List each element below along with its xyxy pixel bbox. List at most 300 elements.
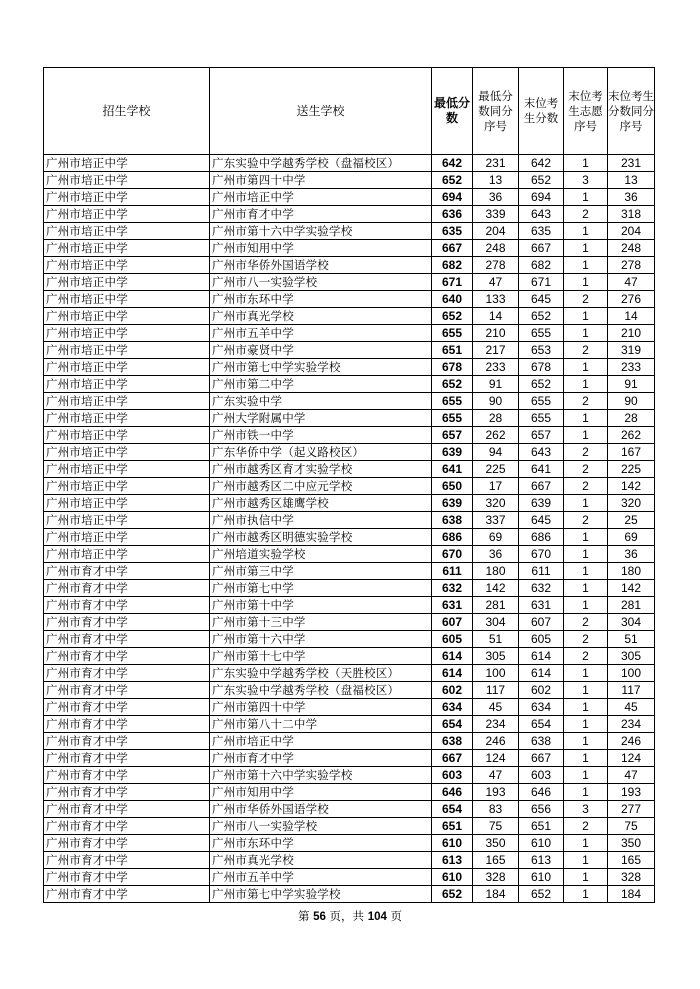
cell-last-score-rank: 142 [608, 478, 655, 495]
cell-recruiting-school: 广州市培正中学 [44, 529, 210, 546]
cell-recruiting-school: 广州市育才中学 [44, 733, 210, 750]
cell-last-preference: 1 [564, 784, 608, 801]
cell-min-score-rank: 47 [473, 767, 519, 784]
cell-last-score: 642 [519, 155, 564, 172]
table-row [44, 886, 655, 903]
cell-last-score: 671 [519, 274, 564, 291]
cell-recruiting-school: 广州市育才中学 [44, 801, 210, 818]
table-row [44, 818, 655, 835]
cell-last-preference: 2 [564, 444, 608, 461]
cell-recruiting-school: 广州市培正中学 [44, 274, 210, 291]
cell-min-score-rank: 94 [473, 444, 519, 461]
cell-min-score: 651 [432, 818, 473, 835]
cell-last-preference: 2 [564, 648, 608, 665]
cell-last-score: 631 [519, 597, 564, 614]
cell-min-score-rank: 234 [473, 716, 519, 733]
cell-source-school: 广州市八一实验学校 [210, 274, 432, 291]
cell-min-score: 667 [432, 240, 473, 257]
cell-source-school: 广州市第十七中学 [210, 648, 432, 665]
cell-last-preference: 1 [564, 767, 608, 784]
cell-last-score: 682 [519, 257, 564, 274]
cell-last-score: 643 [519, 444, 564, 461]
cell-last-preference: 1 [564, 308, 608, 325]
cell-source-school: 广州市第十六中学 [210, 631, 432, 648]
table-row [44, 223, 655, 240]
cell-last-preference: 2 [564, 512, 608, 529]
cell-last-score-rank: 210 [608, 325, 655, 342]
cell-last-preference: 1 [564, 155, 608, 172]
cell-source-school: 广州市铁一中学 [210, 427, 432, 444]
cell-source-school: 广东实验中学越秀学校（天胜校区） [210, 665, 432, 682]
cell-source-school: 广州市第七中学实验学校 [210, 886, 432, 903]
cell-min-score: 652 [432, 376, 473, 393]
cell-source-school: 广州市五羊中学 [210, 325, 432, 342]
cell-source-school: 广州市第七中学实验学校 [210, 359, 432, 376]
header-school: 招生学校 [44, 68, 210, 155]
cell-min-score-rank: 246 [473, 733, 519, 750]
cell-last-preference: 1 [564, 410, 608, 427]
table-row [44, 784, 655, 801]
cell-last-preference: 1 [564, 359, 608, 376]
header-min-score-rank: 最低分数同分序号 [473, 68, 519, 155]
cell-min-score-rank: 262 [473, 427, 519, 444]
cell-min-score: 610 [432, 835, 473, 852]
cell-min-score-rank: 281 [473, 597, 519, 614]
table-row [44, 240, 655, 257]
cell-source-school: 广州市八一实验学校 [210, 818, 432, 835]
table-row [44, 835, 655, 852]
cell-recruiting-school: 广州市育才中学 [44, 648, 210, 665]
cell-recruiting-school: 广州市培正中学 [44, 342, 210, 359]
cell-recruiting-school: 广州市培正中学 [44, 291, 210, 308]
cell-last-score-rank: 277 [608, 801, 655, 818]
cell-last-preference: 2 [564, 206, 608, 223]
cell-min-score-rank: 350 [473, 835, 519, 852]
table-row [44, 682, 655, 699]
cell-min-score: 638 [432, 733, 473, 750]
cell-last-preference: 1 [564, 835, 608, 852]
cell-last-preference: 1 [564, 257, 608, 274]
cell-min-score-rank: 217 [473, 342, 519, 359]
footer-suffix: 页 [386, 909, 403, 923]
cell-recruiting-school: 广州市育才中学 [44, 716, 210, 733]
cell-last-score: 639 [519, 495, 564, 512]
table-row [44, 495, 655, 512]
cell-source-school: 广州市越秀区育才实验学校 [210, 461, 432, 478]
cell-min-score: 657 [432, 427, 473, 444]
cell-last-preference: 2 [564, 393, 608, 410]
cell-recruiting-school: 广州市培正中学 [44, 427, 210, 444]
cell-last-preference: 1 [564, 325, 608, 342]
cell-min-score: 605 [432, 631, 473, 648]
cell-source-school: 广州市育才中学 [210, 206, 432, 223]
cell-recruiting-school: 广州市培正中学 [44, 376, 210, 393]
cell-last-score: 657 [519, 427, 564, 444]
header-row [44, 68, 655, 155]
cell-last-preference: 1 [564, 376, 608, 393]
cell-last-score: 686 [519, 529, 564, 546]
cell-last-score-rank: 51 [608, 631, 655, 648]
cell-last-preference: 1 [564, 274, 608, 291]
cell-source-school: 广州市东环中学 [210, 835, 432, 852]
cell-min-score-rank: 320 [473, 495, 519, 512]
cell-last-preference: 1 [564, 733, 608, 750]
table-row [44, 597, 655, 614]
cell-min-score-rank: 165 [473, 852, 519, 869]
cell-source-school: 广州市五羊中学 [210, 869, 432, 886]
cell-last-score: 641 [519, 461, 564, 478]
cell-min-score-rank: 90 [473, 393, 519, 410]
cell-last-score: 652 [519, 172, 564, 189]
cell-min-score-rank: 142 [473, 580, 519, 597]
cell-min-score: 650 [432, 478, 473, 495]
cell-min-score: 671 [432, 274, 473, 291]
cell-last-score: 651 [519, 818, 564, 835]
cell-last-score: 652 [519, 376, 564, 393]
cell-min-score-rank: 69 [473, 529, 519, 546]
cell-last-preference: 1 [564, 529, 608, 546]
cell-last-score: 694 [519, 189, 564, 206]
table-row [44, 801, 655, 818]
cell-source-school: 广州市华侨外国语学校 [210, 801, 432, 818]
cell-min-score-rank: 100 [473, 665, 519, 682]
cell-min-score: 602 [432, 682, 473, 699]
cell-source-school: 广州市华侨外国语学校 [210, 257, 432, 274]
cell-last-score: 656 [519, 801, 564, 818]
cell-last-score: 610 [519, 835, 564, 852]
cell-last-score-rank: 233 [608, 359, 655, 376]
cell-min-score-rank: 124 [473, 750, 519, 767]
cell-source-school: 广州大学附属中学 [210, 410, 432, 427]
cell-last-preference: 1 [564, 597, 608, 614]
cell-last-preference: 1 [564, 546, 608, 563]
cell-recruiting-school: 广州市育才中学 [44, 563, 210, 580]
cell-recruiting-school: 广州市培正中学 [44, 512, 210, 529]
cell-last-score: 653 [519, 342, 564, 359]
cell-min-score: 641 [432, 461, 473, 478]
cell-last-score-rank: 167 [608, 444, 655, 461]
cell-source-school: 广州市第三中学 [210, 563, 432, 580]
cell-last-score-rank: 47 [608, 274, 655, 291]
cell-min-score: 667 [432, 750, 473, 767]
cell-last-score-rank: 320 [608, 495, 655, 512]
current-page-number: 56 [313, 911, 326, 923]
cell-last-preference: 1 [564, 750, 608, 767]
header-last-score-rank: 末位考生分数同分序号 [608, 68, 655, 155]
cell-recruiting-school: 广州市育才中学 [44, 818, 210, 835]
cell-last-score: 634 [519, 699, 564, 716]
cell-min-score: 655 [432, 393, 473, 410]
cell-min-score-rank: 14 [473, 308, 519, 325]
cell-min-score: 639 [432, 495, 473, 512]
cell-min-score: 678 [432, 359, 473, 376]
header-min-score: 最低分数 [432, 68, 473, 155]
cell-last-score: 638 [519, 733, 564, 750]
table-row [44, 291, 655, 308]
table-row [44, 614, 655, 631]
table-row [44, 172, 655, 189]
cell-last-score-rank: 231 [608, 155, 655, 172]
cell-min-score-rank: 193 [473, 784, 519, 801]
table-row [44, 393, 655, 410]
cell-recruiting-school: 广州市育才中学 [44, 835, 210, 852]
cell-source-school: 广州市豪贤中学 [210, 342, 432, 359]
cell-min-score-rank: 304 [473, 614, 519, 631]
cell-source-school: 广州市培正中学 [210, 189, 432, 206]
table-row [44, 665, 655, 682]
cell-last-score: 643 [519, 206, 564, 223]
cell-last-preference: 2 [564, 291, 608, 308]
table-body [44, 155, 655, 903]
table-row [44, 342, 655, 359]
cell-source-school: 广州市知用中学 [210, 784, 432, 801]
cell-min-score-rank: 337 [473, 512, 519, 529]
cell-recruiting-school: 广州市培正中学 [44, 461, 210, 478]
cell-recruiting-school: 广州市育才中学 [44, 597, 210, 614]
cell-last-score-rank: 278 [608, 257, 655, 274]
cell-last-score-rank: 262 [608, 427, 655, 444]
cell-source-school: 广州市培正中学 [210, 733, 432, 750]
cell-last-preference: 3 [564, 801, 608, 818]
cell-source-school: 广州市第四十中学 [210, 699, 432, 716]
cell-last-score-rank: 14 [608, 308, 655, 325]
table-row [44, 512, 655, 529]
cell-source-school: 广州市越秀区明德实验学校 [210, 529, 432, 546]
cell-min-score-rank: 210 [473, 325, 519, 342]
table-row [44, 767, 655, 784]
cell-last-score-rank: 328 [608, 869, 655, 886]
cell-last-score: 655 [519, 393, 564, 410]
cell-last-score: 603 [519, 767, 564, 784]
cell-last-score-rank: 28 [608, 410, 655, 427]
cell-last-score-rank: 304 [608, 614, 655, 631]
cell-min-score-rank: 36 [473, 546, 519, 563]
cell-min-score: 655 [432, 325, 473, 342]
cell-source-school: 广州市第十六中学实验学校 [210, 767, 432, 784]
cell-min-score: 642 [432, 155, 473, 172]
table-row [44, 580, 655, 597]
cell-min-score-rank: 233 [473, 359, 519, 376]
cell-last-score: 632 [519, 580, 564, 597]
cell-min-score: 652 [432, 308, 473, 325]
cell-last-score-rank: 193 [608, 784, 655, 801]
table-row [44, 308, 655, 325]
table-row [44, 563, 655, 580]
cell-source-school: 广州市越秀区雄鹰学校 [210, 495, 432, 512]
cell-min-score: 646 [432, 784, 473, 801]
cell-recruiting-school: 广州市培正中学 [44, 308, 210, 325]
cell-source-school: 广州市知用中学 [210, 240, 432, 257]
cell-recruiting-school: 广州市育才中学 [44, 614, 210, 631]
cell-recruiting-school: 广州市培正中学 [44, 495, 210, 512]
cell-min-score-rank: 75 [473, 818, 519, 835]
table-row [44, 427, 655, 444]
cell-min-score-rank: 225 [473, 461, 519, 478]
cell-min-score: 638 [432, 512, 473, 529]
cell-last-score-rank: 276 [608, 291, 655, 308]
cell-last-score-rank: 117 [608, 682, 655, 699]
cell-last-preference: 2 [564, 631, 608, 648]
cell-min-score-rank: 184 [473, 886, 519, 903]
cell-last-score-rank: 91 [608, 376, 655, 393]
cell-last-score-rank: 47 [608, 767, 655, 784]
cell-min-score-rank: 204 [473, 223, 519, 240]
cell-recruiting-school: 广州市培正中学 [44, 410, 210, 427]
cell-recruiting-school: 广州市育才中学 [44, 869, 210, 886]
cell-source-school: 广州市第十中学 [210, 597, 432, 614]
cell-recruiting-school: 广州市培正中学 [44, 325, 210, 342]
cell-last-score-rank: 165 [608, 852, 655, 869]
page-footer [0, 908, 700, 924]
cell-min-score-rank: 36 [473, 189, 519, 206]
cell-last-preference: 3 [564, 172, 608, 189]
table-row [44, 189, 655, 206]
admission-score-table [43, 67, 655, 903]
cell-recruiting-school: 广州市培正中学 [44, 444, 210, 461]
cell-last-preference: 1 [564, 886, 608, 903]
cell-last-preference: 1 [564, 682, 608, 699]
cell-min-score: 654 [432, 801, 473, 818]
cell-min-score: 686 [432, 529, 473, 546]
cell-last-score: 605 [519, 631, 564, 648]
cell-source-school: 广东华侨中学（起义路校区） [210, 444, 432, 461]
cell-min-score-rank: 248 [473, 240, 519, 257]
table-row [44, 699, 655, 716]
cell-recruiting-school: 广州市育才中学 [44, 631, 210, 648]
cell-min-score: 682 [432, 257, 473, 274]
cell-last-preference: 2 [564, 818, 608, 835]
cell-last-preference: 1 [564, 716, 608, 733]
cell-min-score: 614 [432, 648, 473, 665]
cell-last-score: 611 [519, 563, 564, 580]
cell-last-score: 635 [519, 223, 564, 240]
cell-last-score-rank: 248 [608, 240, 655, 257]
header-last-preference: 末位考生志愿序号 [564, 68, 608, 155]
cell-last-preference: 1 [564, 240, 608, 257]
table-row [44, 274, 655, 291]
cell-recruiting-school: 广州市培正中学 [44, 240, 210, 257]
cell-last-score-rank: 305 [608, 648, 655, 665]
cell-min-score-rank: 328 [473, 869, 519, 886]
table-row [44, 478, 655, 495]
table-row [44, 257, 655, 274]
table-row [44, 716, 655, 733]
cell-last-preference: 2 [564, 614, 608, 631]
cell-min-score: 614 [432, 665, 473, 682]
cell-source-school: 广州市第八十二中学 [210, 716, 432, 733]
cell-last-score: 646 [519, 784, 564, 801]
cell-min-score-rank: 28 [473, 410, 519, 427]
cell-last-score: 610 [519, 869, 564, 886]
table-row [44, 461, 655, 478]
cell-source-school: 广州市第四十中学 [210, 172, 432, 189]
cell-min-score: 611 [432, 563, 473, 580]
cell-last-score: 614 [519, 665, 564, 682]
cell-recruiting-school: 广州市育才中学 [44, 767, 210, 784]
cell-source-school: 广州培道实验学校 [210, 546, 432, 563]
cell-last-score: 678 [519, 359, 564, 376]
table-row [44, 325, 655, 342]
cell-last-score: 670 [519, 546, 564, 563]
cell-last-score-rank: 319 [608, 342, 655, 359]
cell-min-score-rank: 13 [473, 172, 519, 189]
cell-min-score: 640 [432, 291, 473, 308]
table-row [44, 750, 655, 767]
cell-last-score: 655 [519, 325, 564, 342]
cell-last-score-rank: 204 [608, 223, 655, 240]
cell-recruiting-school: 广州市培正中学 [44, 206, 210, 223]
cell-min-score: 651 [432, 342, 473, 359]
header-source-school: 送生学校 [210, 68, 432, 155]
cell-min-score-rank: 47 [473, 274, 519, 291]
cell-min-score: 670 [432, 546, 473, 563]
cell-min-score: 610 [432, 869, 473, 886]
cell-last-score-rank: 184 [608, 886, 655, 903]
cell-source-school: 广州市第七中学 [210, 580, 432, 597]
cell-recruiting-school: 广州市育才中学 [44, 852, 210, 869]
cell-last-preference: 2 [564, 461, 608, 478]
table-row [44, 206, 655, 223]
cell-last-score: 667 [519, 240, 564, 257]
cell-min-score-rank: 51 [473, 631, 519, 648]
table-row [44, 444, 655, 461]
cell-recruiting-school: 广州市培正中学 [44, 189, 210, 206]
cell-last-score-rank: 100 [608, 665, 655, 682]
table-row [44, 546, 655, 563]
cell-last-preference: 1 [564, 580, 608, 597]
cell-last-score: 645 [519, 291, 564, 308]
cell-last-preference: 1 [564, 189, 608, 206]
cell-last-score-rank: 90 [608, 393, 655, 410]
cell-min-score-rank: 45 [473, 699, 519, 716]
header-last-score: 末位考生分数 [519, 68, 564, 155]
cell-last-score: 655 [519, 410, 564, 427]
cell-min-score-rank: 117 [473, 682, 519, 699]
cell-last-score-rank: 142 [608, 580, 655, 597]
cell-last-score: 602 [519, 682, 564, 699]
cell-last-score-rank: 234 [608, 716, 655, 733]
cell-min-score: 632 [432, 580, 473, 597]
cell-last-score-rank: 45 [608, 699, 655, 716]
cell-min-score-rank: 305 [473, 648, 519, 665]
cell-min-score-rank: 133 [473, 291, 519, 308]
cell-source-school: 广州市第十六中学实验学校 [210, 223, 432, 240]
cell-recruiting-school: 广州市培正中学 [44, 393, 210, 410]
table-row [44, 648, 655, 665]
cell-last-preference: 1 [564, 495, 608, 512]
cell-min-score: 636 [432, 206, 473, 223]
total-page-count: 104 [367, 911, 387, 923]
cell-source-school: 广州市第十三中学 [210, 614, 432, 631]
cell-min-score: 694 [432, 189, 473, 206]
cell-recruiting-school: 广州市育才中学 [44, 750, 210, 767]
cell-min-score-rank: 83 [473, 801, 519, 818]
table-row [44, 733, 655, 750]
cell-source-school: 广州市育才中学 [210, 750, 432, 767]
cell-min-score-rank: 91 [473, 376, 519, 393]
table-row [44, 869, 655, 886]
cell-recruiting-school: 广州市育才中学 [44, 886, 210, 903]
table-row [44, 155, 655, 172]
cell-last-score-rank: 25 [608, 512, 655, 529]
cell-last-preference: 1 [564, 427, 608, 444]
cell-last-score-rank: 69 [608, 529, 655, 546]
cell-source-school: 广州市东环中学 [210, 291, 432, 308]
cell-source-school: 广州市真光学校 [210, 308, 432, 325]
cell-source-school: 广州市越秀区二中应元学校 [210, 478, 432, 495]
cell-source-school: 广东实验中学 [210, 393, 432, 410]
cell-source-school: 广州市第二中学 [210, 376, 432, 393]
